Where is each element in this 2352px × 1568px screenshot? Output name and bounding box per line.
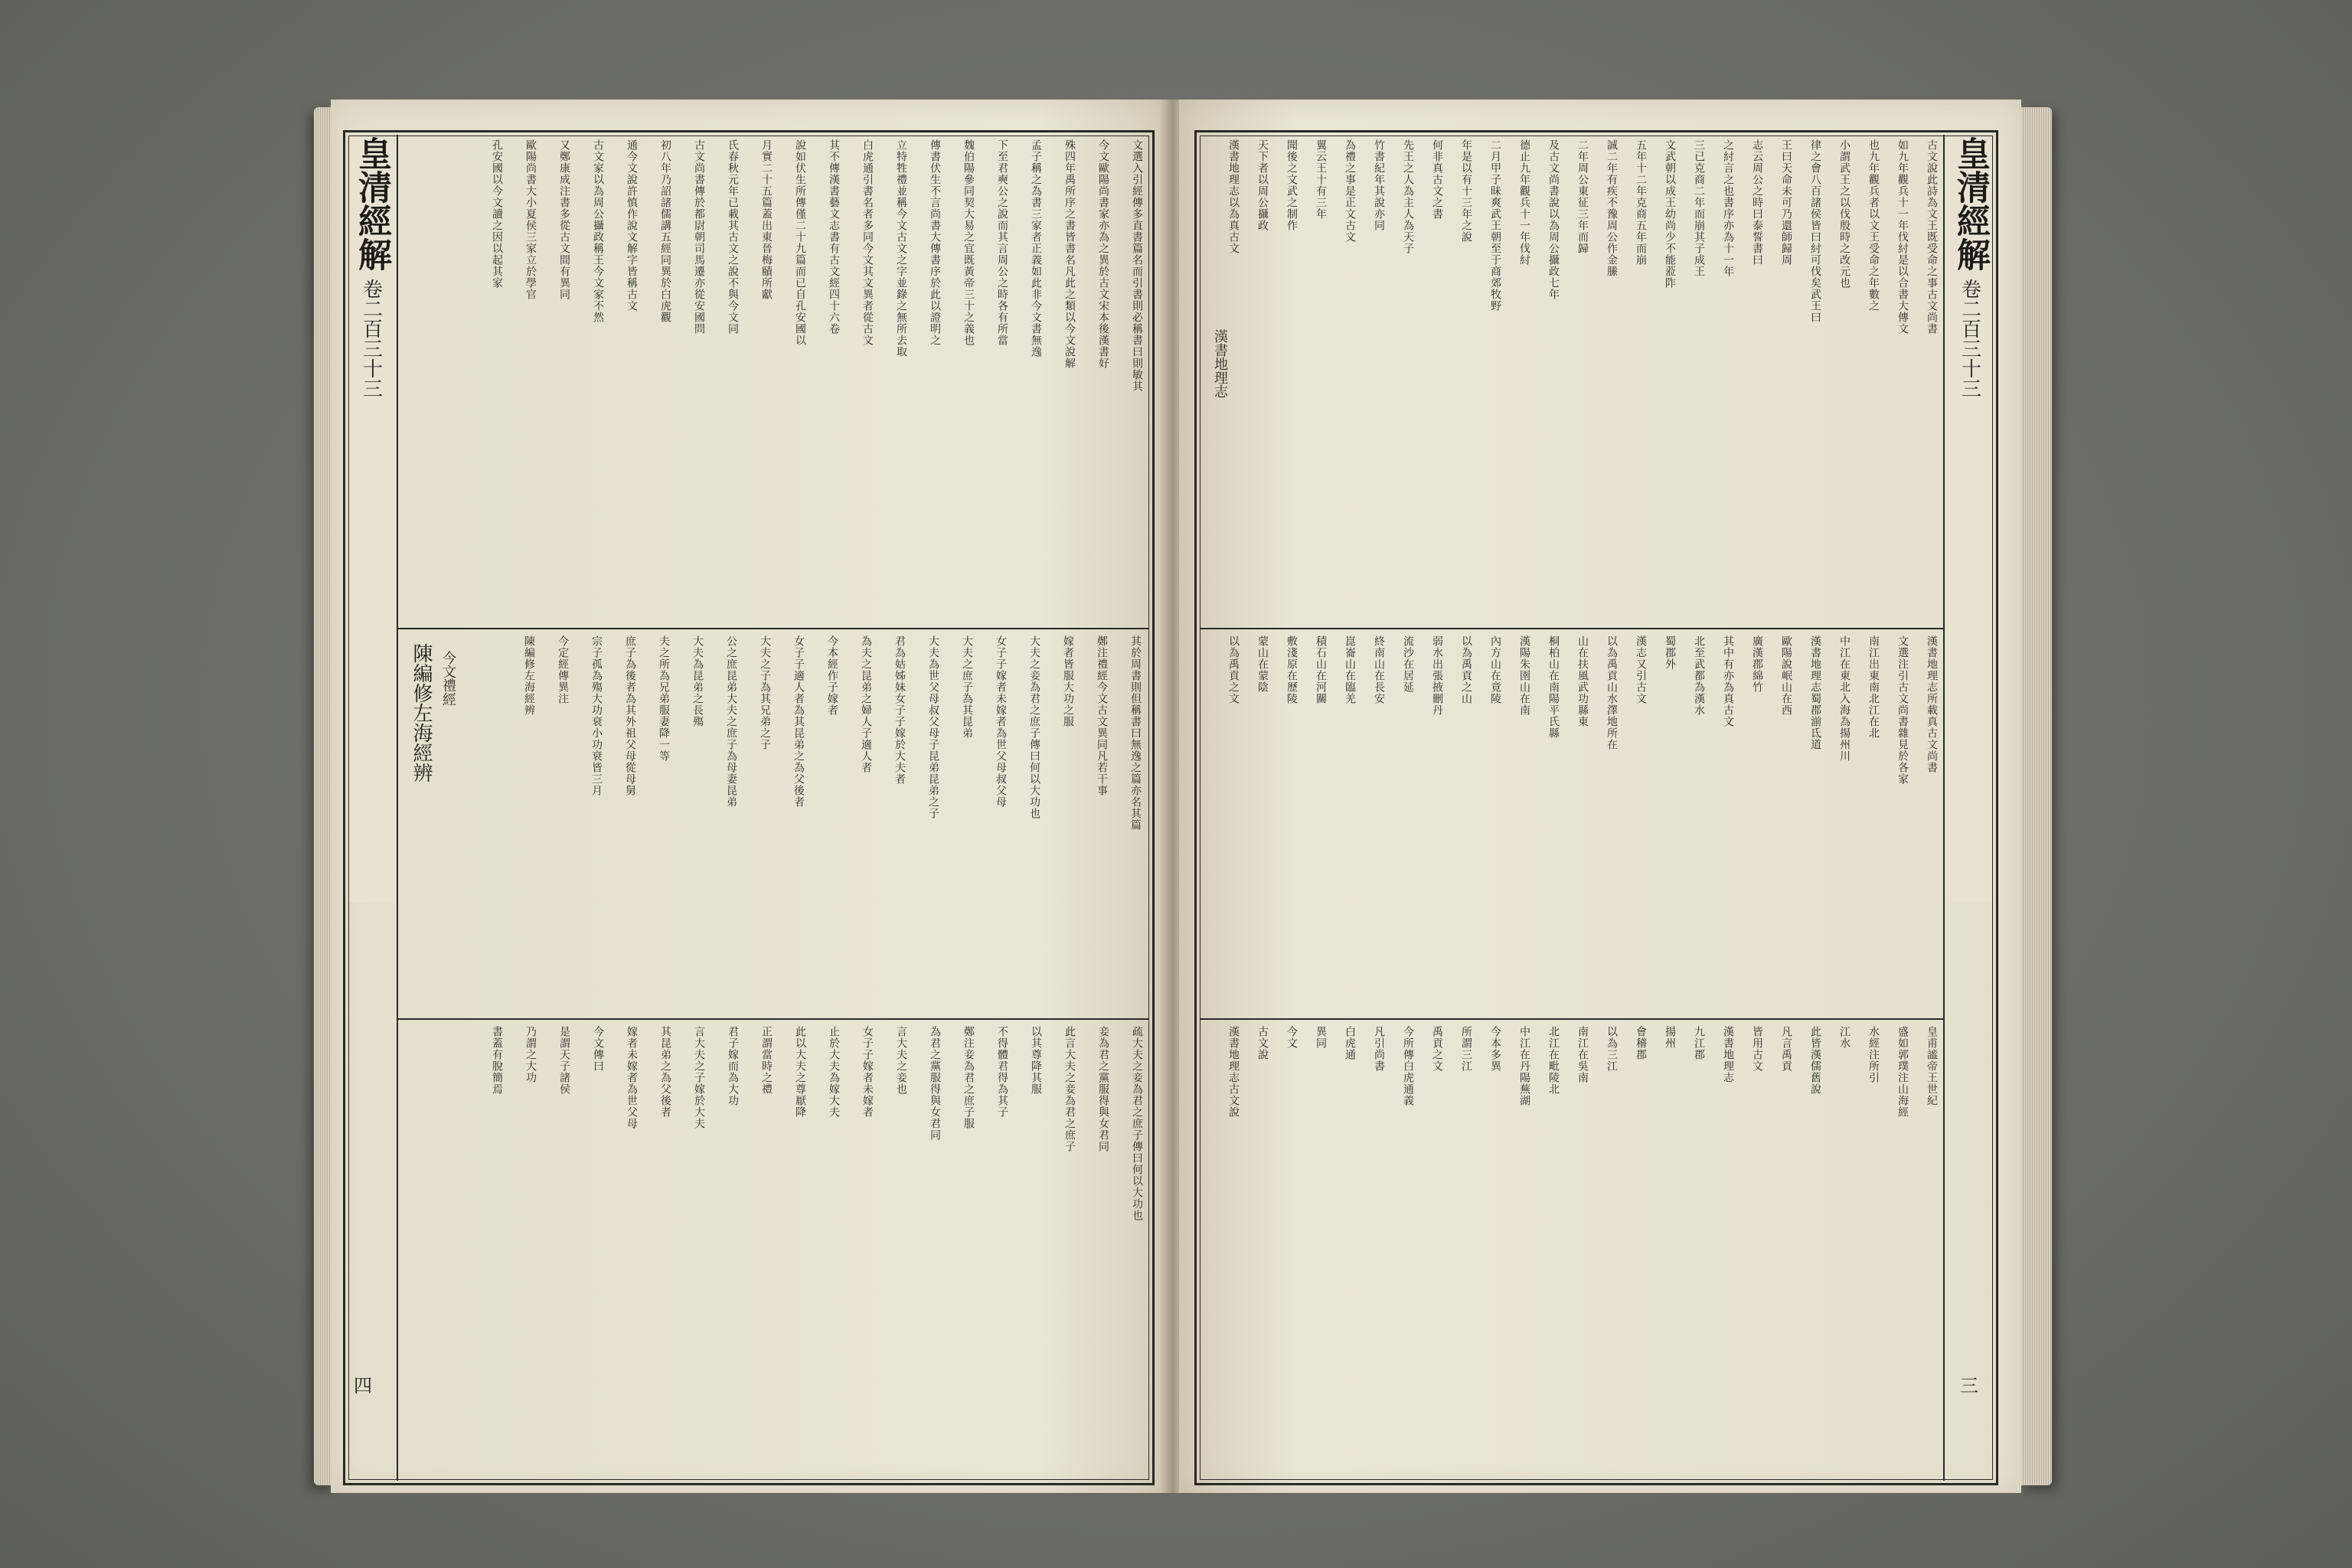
text-column: 漢書地理志 bbox=[1722, 1026, 1734, 1083]
text-column: 以為三江 bbox=[1606, 1026, 1618, 1072]
text-column: 疏大夫之妾為君之庶子傳曰何以大功也 bbox=[1131, 1026, 1143, 1221]
text-column: 此以大夫之尊厭降 bbox=[794, 1026, 806, 1118]
text-column: 五年十二年克商五年而崩 bbox=[1635, 139, 1647, 266]
text-column: 說如伏生所傳僅二十九篇而已自孔安國以 bbox=[794, 139, 806, 346]
text-column: 先王之人為主人為天子 bbox=[1402, 139, 1414, 254]
text-column: 流沙在居延 bbox=[1402, 635, 1414, 693]
text-column: 歐陽尚書大小夏侯三家立於學官 bbox=[524, 139, 537, 300]
text-column: 聞後之文武之制作 bbox=[1285, 139, 1298, 231]
text-column: 凡引尚書 bbox=[1373, 1026, 1385, 1072]
right-series-title: 皇清經解 bbox=[1951, 136, 1990, 271]
text-column: 凡言禹貢 bbox=[1780, 1026, 1792, 1072]
text-column: 鄭注禮經今文古文異同凡若干事 bbox=[1096, 635, 1108, 796]
text-column: 孟子稱之為書三家者正義如此非今文書無逸 bbox=[1030, 139, 1042, 358]
text-column: 此言大夫之妾為君之庶子 bbox=[1063, 1026, 1076, 1152]
text-column: 君子嫁而為大功 bbox=[727, 1026, 739, 1106]
text-column: 言大夫之子嫁於大夫 bbox=[693, 1026, 705, 1129]
text-column: 皆用古文 bbox=[1751, 1026, 1763, 1072]
text-column: 水經注所引 bbox=[1867, 1026, 1880, 1083]
text-column: 積石山在河關 bbox=[1315, 635, 1327, 704]
right-page-number: 三 bbox=[1960, 1375, 1978, 1396]
text-column: 之紂言之也書序亦為十一年 bbox=[1722, 139, 1734, 277]
text-column: 蒙山在蒙陰 bbox=[1256, 635, 1269, 693]
text-column: 何非真古文之書 bbox=[1431, 139, 1443, 220]
text-column: 翼云王十有三年 bbox=[1315, 139, 1327, 220]
text-column: 為禮之事是正文古文 bbox=[1344, 139, 1356, 243]
text-column: 公之庶昆弟大夫之庶子為母妻昆弟 bbox=[725, 635, 737, 808]
text-column: 南江出東南北江在北 bbox=[1867, 635, 1880, 739]
text-column: 大夫之妾為君之庶子傳曰何以大功也 bbox=[1028, 635, 1040, 819]
text-column: 嫁者未嫁者為世父母 bbox=[626, 1026, 638, 1129]
text-column: 歐陽說岷山在西 bbox=[1780, 635, 1792, 716]
text-column: 陳編修左海經辨 bbox=[523, 635, 535, 716]
text-column: 九江郡 bbox=[1693, 1026, 1705, 1060]
text-column: 南江在吳南 bbox=[1576, 1026, 1589, 1083]
text-column: 年是以有十三年之說 bbox=[1460, 139, 1472, 243]
text-column: 正謂當時之禮 bbox=[760, 1026, 773, 1095]
text-column: 書蓋有脫簡焉 bbox=[491, 1026, 503, 1095]
text-column: 古文家以為周公攝政稱王今文家不然 bbox=[592, 139, 604, 323]
text-column: 女子子嫁者未嫁者 bbox=[861, 1026, 874, 1118]
text-column: 文選入引經傳多直書篇名而引書則必稱書曰則敏其 bbox=[1131, 139, 1143, 392]
text-column: 女子子適人者為其昆弟之為父後者 bbox=[792, 635, 805, 808]
text-column: 盛如郭璞注山海經 bbox=[1896, 1026, 1909, 1118]
text-column: 其中有亦為真古文 bbox=[1722, 635, 1734, 727]
text-column: 以為禹貢之文 bbox=[1227, 635, 1240, 704]
text-column: 敷淺原在歷陵 bbox=[1285, 635, 1298, 704]
text-column: 氏春秋元年已載其古文之說不與今文同 bbox=[727, 139, 739, 335]
left-header-strip bbox=[349, 136, 394, 902]
text-column: 立特牲禮並稱今文古文之字並錄之無所去取 bbox=[895, 139, 907, 358]
text-column: 漢書地理志以為真古文 bbox=[1227, 139, 1240, 254]
text-column: 古文尚書傳於都尉朝司馬遷亦從安國問 bbox=[693, 139, 705, 335]
text-column: 異同 bbox=[1315, 1026, 1327, 1049]
text-column: 德止九年觀兵十一年伐紂 bbox=[1518, 139, 1530, 266]
text-column: 此皆漢儒舊說 bbox=[1809, 1026, 1821, 1095]
text-column: 竹書紀年其說亦同 bbox=[1373, 139, 1385, 231]
text-column: 文武朝以成王幼尚少不能蒞阼 bbox=[1664, 139, 1676, 289]
text-column: 是謂天子諸侯 bbox=[558, 1026, 570, 1095]
text-column: 律之會八百諸侯皆曰紂可伐矣武王曰 bbox=[1809, 139, 1821, 323]
text-column: 又鄭康成注書多從古文間有異同 bbox=[558, 139, 570, 300]
text-column: 中江在丹陽蕪湖 bbox=[1518, 1026, 1530, 1106]
text-column: 中江在東北入海為揚州川 bbox=[1838, 635, 1851, 762]
text-column: 漢書地理志古文說 bbox=[1227, 1026, 1240, 1118]
left-lower-rule bbox=[397, 1018, 1148, 1020]
text-column: 及古文尚書說以為周公攝政七年 bbox=[1547, 139, 1560, 300]
left-upper-text bbox=[403, 139, 1144, 622]
text-column: 以為禹貢山水澤地所在 bbox=[1606, 635, 1618, 750]
text-column: 古文說此詩為文王既受命之事古文尚書 bbox=[1926, 139, 1938, 335]
left-page bbox=[331, 100, 1165, 1493]
text-column: 宗子孤為殤大功衰小功衰皆三月 bbox=[590, 635, 603, 796]
text-column: 今所傳白虎通義 bbox=[1402, 1026, 1414, 1106]
right-volume-label: 卷二百三十三 bbox=[1958, 279, 1981, 398]
text-column: 禹貢之文 bbox=[1431, 1026, 1443, 1072]
text-column: 白虎通 bbox=[1344, 1026, 1356, 1060]
text-column: 大夫為世父母叔父母子昆弟昆弟之子 bbox=[927, 635, 939, 819]
text-column: 志云周公之時曰泰誓書曰 bbox=[1751, 139, 1763, 266]
text-column: 妾為君之黨服得與女君同 bbox=[1097, 1026, 1109, 1152]
text-column: 會稽郡 bbox=[1635, 1026, 1647, 1060]
text-column: 所謂三江 bbox=[1460, 1026, 1472, 1072]
text-column: 皇甫謐帝王世紀 bbox=[1926, 1026, 1938, 1106]
left-series-title: 皇清經解 bbox=[352, 136, 391, 271]
text-column: 蜀郡外 bbox=[1664, 635, 1676, 670]
text-column: 文選注引古文尚書雜見於各家 bbox=[1896, 635, 1909, 785]
text-column: 江水 bbox=[1838, 1026, 1851, 1049]
text-column: 二年周公東征三年而歸 bbox=[1576, 139, 1589, 254]
text-column: 其昆弟之為父後者 bbox=[659, 1026, 671, 1118]
text-column: 今本多異 bbox=[1489, 1026, 1501, 1072]
text-column: 漢陽朱圉山在南 bbox=[1518, 635, 1530, 716]
text-column: 通今文說許慎作說文解字皆稱古文 bbox=[626, 139, 638, 312]
text-column: 大夫之子為其兄弟之子 bbox=[759, 635, 771, 750]
text-column: 廣漢郡綿竹 bbox=[1751, 635, 1763, 693]
left-upper-rule bbox=[397, 628, 1148, 629]
text-column: 今本經作子嫁者 bbox=[826, 635, 838, 716]
text-column: 也九年觀兵者以文王受命之年數之 bbox=[1867, 139, 1880, 312]
text-column: 古文說 bbox=[1256, 1026, 1269, 1060]
text-column: 以其尊降其服 bbox=[1030, 1026, 1042, 1095]
left-header-divider bbox=[397, 135, 398, 1481]
text-column: 今定經傳異注 bbox=[557, 635, 569, 704]
text-column: 今文傳曰 bbox=[592, 1026, 604, 1072]
right-header-divider bbox=[1943, 135, 1945, 1481]
left-lower-text bbox=[469, 635, 1142, 1011]
text-column: 夫之所為兄弟服妻降一等 bbox=[658, 635, 670, 762]
text-column: 桐柏山在南陽平氏縣 bbox=[1547, 635, 1560, 739]
text-column: 其不傳漢書藝文志書有古文經四十六卷 bbox=[828, 139, 840, 335]
text-column: 白虎通引書名者多同今文其文異者從古文 bbox=[861, 139, 874, 346]
right-upper-rule bbox=[1200, 628, 1943, 629]
text-column: 漢志又引古文 bbox=[1635, 635, 1647, 704]
text-column: 北至武都為漢水 bbox=[1693, 635, 1705, 716]
text-column: 今文歐陽尚書家亦為之異於古文宋本後漢書好 bbox=[1097, 139, 1109, 369]
right-header-strip bbox=[1948, 136, 1992, 902]
right-page bbox=[1179, 100, 2021, 1493]
text-column: 小謂武王之以伐殷時之改元也 bbox=[1838, 139, 1851, 289]
left-byline: 陳編修左海經辨 bbox=[410, 643, 433, 782]
text-column: 誠二年有疾不豫周公作金縢 bbox=[1606, 139, 1618, 277]
text-column: 君為姑姊妹女子子嫁於大夫者 bbox=[893, 635, 906, 785]
right-section-label: 漢書地理志 bbox=[1212, 329, 1228, 398]
text-column: 如九年觀兵十一年伐紂是以合書大傳文 bbox=[1896, 139, 1909, 335]
text-column: 天下者以周公攝政 bbox=[1256, 139, 1269, 231]
text-column: 內方山在竟陵 bbox=[1489, 635, 1501, 704]
text-column: 嫁者皆服大功之服 bbox=[1062, 635, 1074, 727]
text-column: 殊四年禹所序之書皆書名凡此之類以今文說解 bbox=[1063, 139, 1076, 369]
text-column: 王曰天命未可乃還師歸周 bbox=[1780, 139, 1792, 266]
left-page-number: 四 bbox=[354, 1375, 372, 1396]
left-volume-label: 卷二百三十三 bbox=[359, 279, 383, 398]
text-column: 其於周書則但稱書曰無逸之篇亦名其篇 bbox=[1129, 635, 1142, 831]
text-column: 三已克商二年而崩其子成王 bbox=[1693, 139, 1705, 277]
text-column: 北江在毗陵北 bbox=[1547, 1026, 1560, 1095]
text-column: 山在扶風武功縣東 bbox=[1576, 635, 1589, 727]
text-column: 以為禹貢之山 bbox=[1460, 635, 1472, 704]
text-column: 初八年乃詔諸儒講五經同異於白虎觀 bbox=[659, 139, 671, 323]
right-bottom-text bbox=[1205, 1026, 1939, 1478]
text-column: 庶子為後者為其外祖父母從母舅 bbox=[624, 635, 636, 796]
text-column: 鄭注妾為君之庶子服 bbox=[962, 1026, 975, 1129]
text-column: 乃謂之大功 bbox=[524, 1026, 537, 1083]
text-column: 止於大夫為嫁大夫 bbox=[828, 1026, 840, 1118]
text-column: 孔安國以今文讀之因以起其家 bbox=[491, 139, 503, 289]
text-column: 大夫為昆弟之長殤 bbox=[691, 635, 704, 727]
open-book bbox=[314, 92, 2052, 1508]
text-column: 下至君奭公之說而其言周公之時各有所當 bbox=[996, 139, 1008, 346]
left-bottom-text bbox=[403, 1026, 1144, 1478]
text-column: 月實二十五篇蓋出東晉梅賾所獻 bbox=[760, 139, 773, 300]
right-upper-text bbox=[1205, 139, 1939, 622]
text-column: 弱水出張掖刪丹 bbox=[1431, 635, 1443, 716]
text-column: 崑崙山在臨羌 bbox=[1344, 635, 1356, 704]
text-column: 漢書地理志蜀郡湔氐道 bbox=[1809, 635, 1821, 750]
left-section-label: 今文禮經 bbox=[440, 651, 456, 706]
text-column: 言大夫之妾也 bbox=[895, 1026, 907, 1095]
text-column: 揚州 bbox=[1664, 1026, 1676, 1049]
text-column: 傳書伏生不言尚書大傳書序於此以證明之 bbox=[929, 139, 941, 346]
text-column: 女子子嫁者未嫁者為世父母叔父母 bbox=[995, 635, 1007, 808]
text-column: 終南山在長安 bbox=[1373, 635, 1385, 704]
right-lower-text bbox=[1205, 635, 1939, 1011]
text-column: 今文 bbox=[1285, 1026, 1298, 1049]
right-page-edges bbox=[2021, 107, 2052, 1485]
text-column: 二月甲子昧爽武王朝至于商郊牧野 bbox=[1489, 139, 1501, 312]
text-column: 為夫之昆弟之婦人子適人者 bbox=[860, 635, 872, 773]
text-column: 不得體君得為其子 bbox=[996, 1026, 1008, 1118]
text-column: 魏伯陽參同契大易之宜既黃帝三十之義也 bbox=[962, 139, 975, 346]
text-column: 漢書地理志所載真古文尚書 bbox=[1926, 635, 1938, 773]
text-column: 為君之黨服得與女君同 bbox=[929, 1026, 941, 1141]
right-lower-rule bbox=[1200, 1018, 1943, 1020]
text-column: 大夫之庶子為其昆弟 bbox=[961, 635, 973, 739]
